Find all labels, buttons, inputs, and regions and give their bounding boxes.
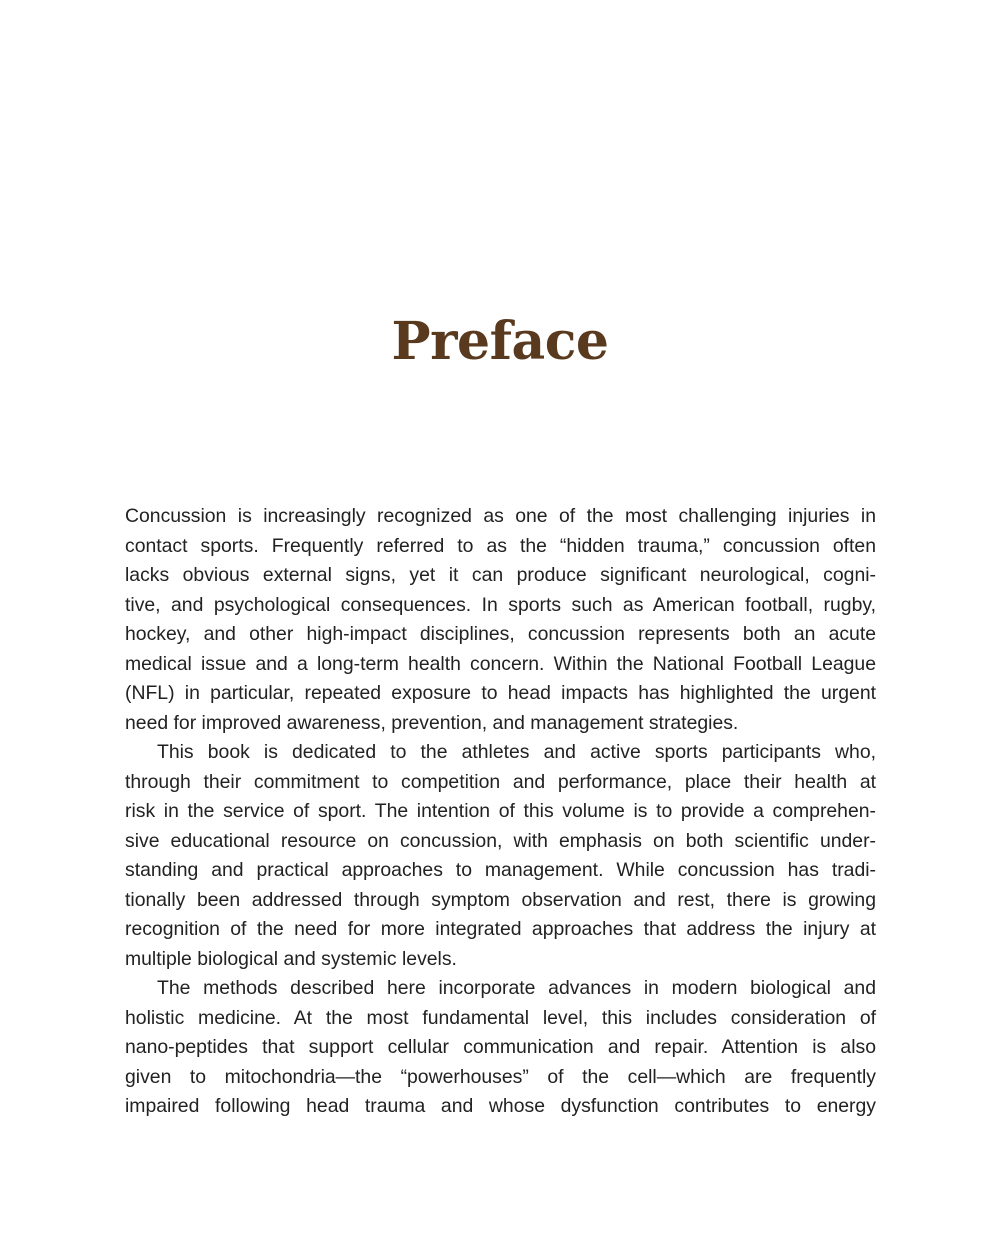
paragraph-2	[125, 738, 876, 974]
paragraph-3	[125, 974, 876, 1122]
preface-body	[125, 502, 876, 1122]
text-line: given to mitochondria—the “powerhouses” of the cell—which are frequently	[125, 1065, 876, 1088]
text-line: Concussion is increasingly recognized as one of the most challenging injuries in	[125, 505, 876, 527]
text-line: risk in the service of sport. The intention of this volume is to provide a comprehen-	[125, 800, 876, 822]
text-line: sive educational resource on concussion, with emphasis on both scientific under-	[125, 829, 876, 852]
text-line: standing and practical approaches to management. While concussion has tradi-	[125, 859, 876, 881]
text-line: medical issue and a long-term health concern. Within the National Football League	[125, 652, 876, 675]
text-line: hockey, and other high-impact disciplines, concussion represents both an acute	[125, 623, 876, 645]
text-line: nano-peptides that support cellular communication and repair. Attention is also	[125, 1036, 876, 1058]
text-line: recognition of the need for more integrated approaches that address the injury at	[125, 918, 876, 940]
text-line: multiple biological and systemic levels.	[125, 947, 457, 970]
text-line: holistic medicine. At the most fundamental level, this includes consideration of	[125, 1006, 876, 1029]
text-line: lacks obvious external signs, yet it can produce significant neurological, cogni-	[125, 564, 876, 586]
text-line: tive, and psychological consequences. In sports such as American football, rugby,	[125, 593, 876, 616]
text-line: through their commitment to competition and performance, place their health at	[125, 770, 876, 793]
text-line: This book is dedicated to the athletes and active sports participants who,	[157, 741, 876, 763]
page-title: Preface	[391, 310, 609, 372]
text-line: impaired following head trauma and whose dysfunction contributes to energy	[125, 1095, 876, 1117]
text-line: The methods described here incorporate advances in modern biological and	[157, 977, 876, 999]
text-line: (NFL) in particular, repeated exposure to head impacts has highlighted the urgent	[125, 682, 876, 704]
paragraph-1	[125, 502, 876, 738]
text-line: need for improved awareness, prevention, and management strategies.	[125, 711, 739, 734]
text-line: tionally been addressed through symptom observation and rest, there is growing	[125, 888, 876, 911]
text-line: contact sports. Frequently referred to as the “hidden trauma,” concussion often	[125, 534, 876, 557]
